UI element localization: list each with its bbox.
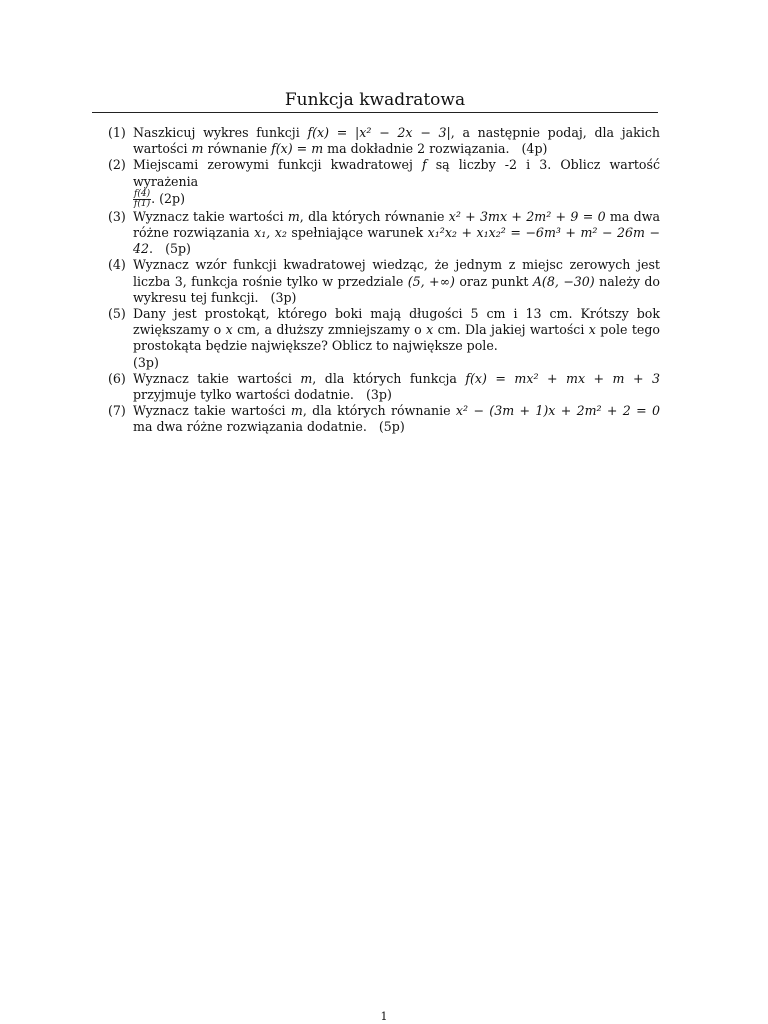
problem-3 — [108, 209, 660, 258]
math-expression: x₁, x₂ — [254, 225, 287, 241]
text-run: przyjmuje tylko wartości dodatnie. — [133, 387, 354, 403]
page-number: 1 — [380, 1010, 388, 1023]
text-run: należy do wykresu tej funkcji. — [133, 273, 660, 305]
problem-number: (4) — [108, 257, 126, 273]
problem-text — [133, 306, 660, 371]
points-label: (2p) — [159, 190, 186, 206]
problem-text — [133, 403, 660, 435]
text-run: , dla których równanie — [299, 208, 449, 224]
title-rule — [92, 112, 658, 113]
problem-text — [133, 209, 660, 258]
fraction — [133, 190, 151, 209]
problem-2 — [108, 157, 660, 208]
math-variable: m — [300, 370, 313, 386]
points-label: (3p) — [365, 387, 392, 403]
text-run: Wyznacz wzór funkcji kwadratowej wiedząc, że jednym z miejsc zerowych jest liczba 3, funkcja rośnie tylko w przedziale — [133, 257, 660, 289]
text-run: Miejscami zerowymi funkcji kwadratowej — [133, 157, 422, 173]
points-label: (3p) — [133, 354, 159, 370]
problem-number: (3) — [108, 208, 126, 224]
math-variable: x — [588, 322, 596, 338]
math-expression: f(x) = m — [271, 141, 324, 157]
problem-number: (1) — [108, 125, 126, 140]
fraction-denominator: f(1) — [134, 198, 151, 209]
problem-text — [133, 157, 660, 208]
text-run: . — [151, 190, 156, 206]
text-run: , a następnie podaj, dla jakich wartości — [133, 125, 661, 157]
math-variable: x — [426, 322, 434, 338]
text-run: . — [149, 241, 154, 257]
text-run: , dla których funkcja — [312, 370, 466, 386]
math-expression: A(8, −30) — [532, 273, 595, 289]
math-expression: x² + 3mx + 2m² + 9 = 0 — [448, 208, 606, 224]
points-label: (5p) — [165, 241, 191, 257]
math-expression: (5, +∞) — [407, 273, 455, 289]
problem-number: (5) — [108, 306, 126, 322]
problem-text — [133, 371, 660, 403]
math-variable: x — [225, 322, 233, 338]
points-label: (5p) — [378, 419, 405, 435]
math-variable: m — [287, 208, 300, 224]
text-run: Wyznacz takie wartości — [133, 208, 288, 224]
problem-6 — [108, 371, 660, 403]
text-run: Wyznacz takie wartości — [133, 370, 301, 386]
problem-5 — [108, 306, 660, 371]
text-run: Wyznacz takie wartości — [133, 403, 291, 419]
points-label: (3p) — [270, 289, 297, 305]
text-run: , dla których równanie — [302, 403, 456, 419]
problem-1 — [108, 125, 660, 157]
text-run: Naszkicuj wykres funkcji — [133, 125, 308, 140]
math-expression: x² − (3m + 1)x + 2m² + 2 = 0 — [455, 403, 661, 419]
text-run: cm, a dłuższy zmniejszamy o — [232, 322, 427, 338]
text-run: cm. Dla jakiej wartości — [433, 322, 589, 338]
text-run: oraz punkt — [454, 273, 533, 289]
text-run: są liczby -2 i 3. Oblicz wartość wyrażenia — [133, 157, 660, 189]
math-variable: m — [290, 403, 303, 419]
math-expression: f(x) = mx² + mx + m + 3 — [465, 370, 660, 386]
math-expression: f(x) = |x² − 2x − 3| — [307, 125, 451, 140]
fraction-numerator: f(4) — [134, 188, 151, 199]
problem-text — [133, 125, 660, 157]
problem-number: (2) — [108, 157, 126, 173]
text-run: pole tego prostokąta będzie największe? Oblicz to największe pole. — [133, 322, 660, 354]
problem-number: (6) — [108, 370, 126, 386]
points-label: (4p) — [521, 141, 548, 157]
text-run: ma dokładnie 2 rozwiązania. — [323, 141, 510, 157]
text-run: Dany jest prostokąt, którego boki mają długości 5 cm i 13 cm. Krótszy bok zwiększamy o — [133, 306, 660, 338]
text-run: spełniające warunek — [286, 225, 428, 241]
text-run: ma dwa różne rozwiązania dodatnie. — [133, 419, 367, 435]
problem-number: (7) — [108, 403, 126, 419]
problem-4 — [108, 257, 660, 306]
math-expression: x₁²x₂ + x₁x₂² = −6m³ + m² − 26m − 42 — [133, 225, 660, 257]
problem-list — [108, 125, 660, 436]
text-run: ma dwa różne rozwiązania — [133, 208, 660, 241]
math-variable: m — [191, 141, 204, 157]
problem-7 — [108, 403, 660, 435]
math-variable: f — [421, 157, 427, 173]
text-run: równanie — [203, 141, 272, 157]
page-title: Funkcja kwadratowa — [284, 90, 466, 110]
problem-text — [133, 257, 660, 306]
